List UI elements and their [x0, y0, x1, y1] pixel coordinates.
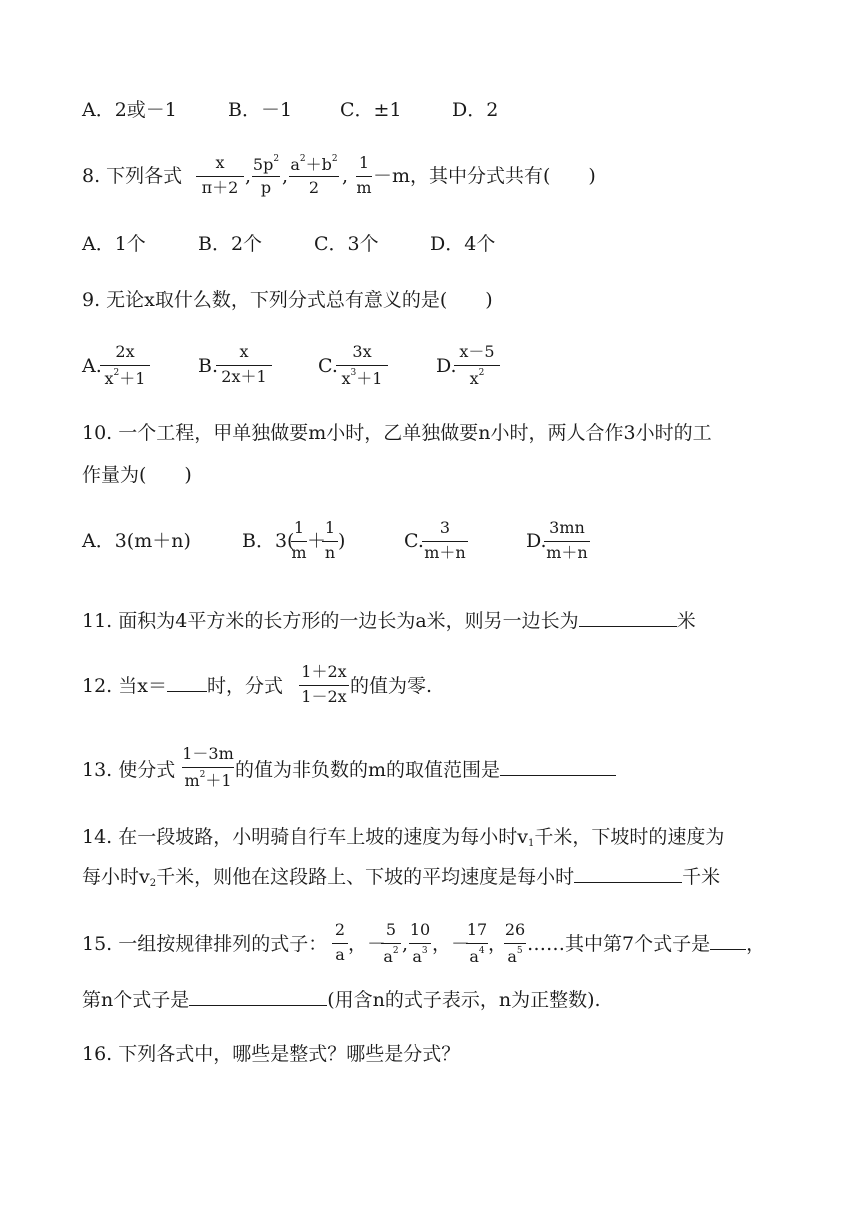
q10-option-b-pre: B．3(	[242, 530, 295, 552]
q10-option-b-fraction-2	[322, 520, 338, 566]
q9-stem: 9. 无论x取什么数，下列分式总有意义的是( )	[82, 289, 493, 311]
q9-a-numerator: 2x	[115, 342, 135, 361]
q15-f5-denominator: $a^5$	[507, 946, 523, 966]
q10-option-c-label: C.	[404, 530, 424, 552]
q11-text: 11. 面积为4平方米的长方形的一边长为a米，则另一边长为 米	[82, 610, 696, 632]
q7-option-a: A．2或－1	[82, 99, 177, 121]
q12-post: 的值为零.	[350, 675, 433, 697]
q10-line-1: 10. 一个工程，甲单独做要m小时，乙单独做要n小时，两人合作3小时的工	[82, 422, 712, 444]
q10-option-a: A．3(m＋n)	[82, 530, 191, 552]
q15-sep-2: ,	[402, 933, 409, 955]
q8-stem: 8. 下列各式	[82, 165, 183, 187]
q10-line-2: 作量为( )	[82, 464, 192, 486]
q9-option-c-fraction	[336, 344, 388, 390]
q13-answer-blank[interactable]	[500, 775, 616, 776]
q15-fraction-3	[409, 922, 431, 968]
q9-c-numerator: 3x	[352, 342, 372, 361]
q9-d-denominator: $x^2$	[469, 368, 485, 388]
q10-option-b-plus: ＋	[307, 530, 327, 552]
q8-f1-numerator: x	[215, 153, 225, 172]
q15-sep-4: ，	[488, 933, 508, 955]
q14-line-1: 14. 在一段坡路，小明骑自行车上坡的速度为每小时$v_1$千米，下坡时的速度为	[82, 826, 725, 849]
q15-sep-3: ，－	[432, 933, 471, 955]
q13-fraction	[182, 746, 234, 794]
q7-option-c: C．±1	[340, 99, 402, 121]
q10-option-b-fraction-1	[291, 520, 307, 566]
q8-fraction-4	[356, 155, 372, 199]
q10-option-c-fraction	[422, 520, 468, 566]
q8-f1-denominator: π＋2	[201, 178, 239, 197]
q9-b-numerator: x	[239, 342, 249, 361]
q15-answer-blank-1[interactable]	[710, 949, 746, 950]
q9-option-a-fraction	[100, 344, 150, 390]
q9-option-b-fraction	[216, 344, 272, 390]
q13-pre: 13. 使分式	[82, 759, 176, 781]
q8-tail: －m，其中分式共有( )	[373, 165, 596, 187]
q9-option-d-fraction	[454, 344, 500, 390]
q7-option-b: B．－1	[228, 99, 293, 121]
q10-b-f2-numerator: 1	[324, 518, 336, 537]
q8-f4-denominator: m	[356, 178, 372, 197]
q15-f1-numerator: 2	[334, 920, 346, 939]
q15-f3-denominator: $a^3$	[412, 946, 428, 966]
q15-fraction-5	[504, 922, 526, 968]
q10-option-d-fraction	[544, 520, 590, 566]
q7-option-d: D．2	[452, 99, 499, 121]
q9-b-denominator: 2x＋1	[221, 367, 267, 386]
q10-c-numerator: 3	[439, 518, 451, 537]
q9-c-denominator: $x^3+1$	[341, 368, 383, 388]
q8-sep-3: ,	[342, 165, 349, 187]
q13-post: 的值为非负数的m的取值范围是	[235, 761, 616, 780]
q9-option-b-label: B.	[198, 355, 219, 377]
q14-answer-blank[interactable]	[574, 882, 682, 883]
q13-denominator: $m^2+1$	[184, 770, 232, 790]
q10-b-f1-denominator: m	[291, 543, 307, 562]
q10-option-d-label: D.	[526, 530, 547, 552]
q14-line-2: 每小时$v_2$千米，则他在这段路上、下坡的平均速度是每小时 千米	[82, 866, 721, 889]
q15-f2-denominator: $a^2$	[383, 946, 399, 966]
q10-b-f2-denominator: n	[324, 543, 336, 562]
q13-numerator: 1－3m	[182, 744, 234, 763]
q8-fraction-2	[252, 155, 280, 199]
q8-fraction-3	[289, 155, 339, 199]
q12-answer-blank[interactable]	[167, 691, 207, 692]
q15-f3-numerator: 10	[409, 920, 431, 939]
q8-f3-denominator: 2	[308, 178, 320, 197]
q15-fraction-4	[466, 922, 488, 968]
q8-f2-numerator: $5p^2$	[252, 154, 280, 174]
q12-numerator: 1＋2x	[301, 662, 347, 681]
q12-pre: 12. 当x＝ 时，分式	[82, 675, 283, 697]
q9-a-denominator: $x^2+1$	[104, 368, 146, 388]
q15-pre: 15. 一组按规律排列的式子：	[82, 933, 328, 955]
q16-text: 16. 下列各式中，哪些是整式？哪些是分式？	[82, 1043, 461, 1065]
q10-c-denominator: m＋n	[424, 543, 466, 562]
q15-tail: ……其中第7个式子是 ，	[527, 933, 766, 955]
q15-f4-numerator: 17	[466, 920, 488, 939]
q8-sep-1: ,	[245, 165, 252, 187]
q9-d-numerator: x－5	[459, 342, 495, 361]
q8-f3-numerator: $a^2+b^2$	[290, 154, 338, 174]
q8-option-c: C．3个	[314, 233, 379, 255]
q15-f4-denominator: $a^4$	[469, 946, 485, 966]
q9-option-c-label: C.	[318, 355, 338, 377]
q8-sep-2: ,	[282, 165, 289, 187]
q8-option-a: A．1个	[82, 233, 146, 255]
q15-sep-1: ，－	[348, 933, 387, 955]
q15-fraction-1	[332, 922, 348, 968]
q10-b-f1-numerator: 1	[293, 518, 305, 537]
q8-option-b: B．2个	[198, 233, 263, 255]
q11-answer-blank[interactable]	[579, 626, 677, 627]
q15-line-2: 第n个式子是 (用含n的式子表示，n为正整数).	[82, 989, 601, 1011]
q15-f5-numerator: 26	[504, 920, 526, 939]
q8-f2-denominator: p	[260, 178, 272, 197]
q15-f2-numerator: 5	[385, 920, 397, 939]
q10-d-numerator: 3mn	[549, 518, 585, 537]
q15-fraction-2	[381, 922, 401, 968]
q15-f1-denominator: a	[335, 945, 345, 964]
q15-answer-blank-2[interactable]	[189, 1005, 327, 1006]
q10-d-denominator: m＋n	[546, 543, 588, 562]
q12-fraction	[299, 664, 349, 710]
q8-f4-numerator: 1	[358, 153, 370, 172]
q10-option-b-post: )	[338, 530, 346, 552]
q8-fraction-1	[196, 155, 244, 199]
q9-option-d-label: D.	[436, 355, 457, 377]
q9-option-a-label: A.	[82, 355, 102, 377]
q12-denominator: 1－2x	[301, 687, 347, 706]
q8-option-d: D．4个	[430, 233, 496, 255]
